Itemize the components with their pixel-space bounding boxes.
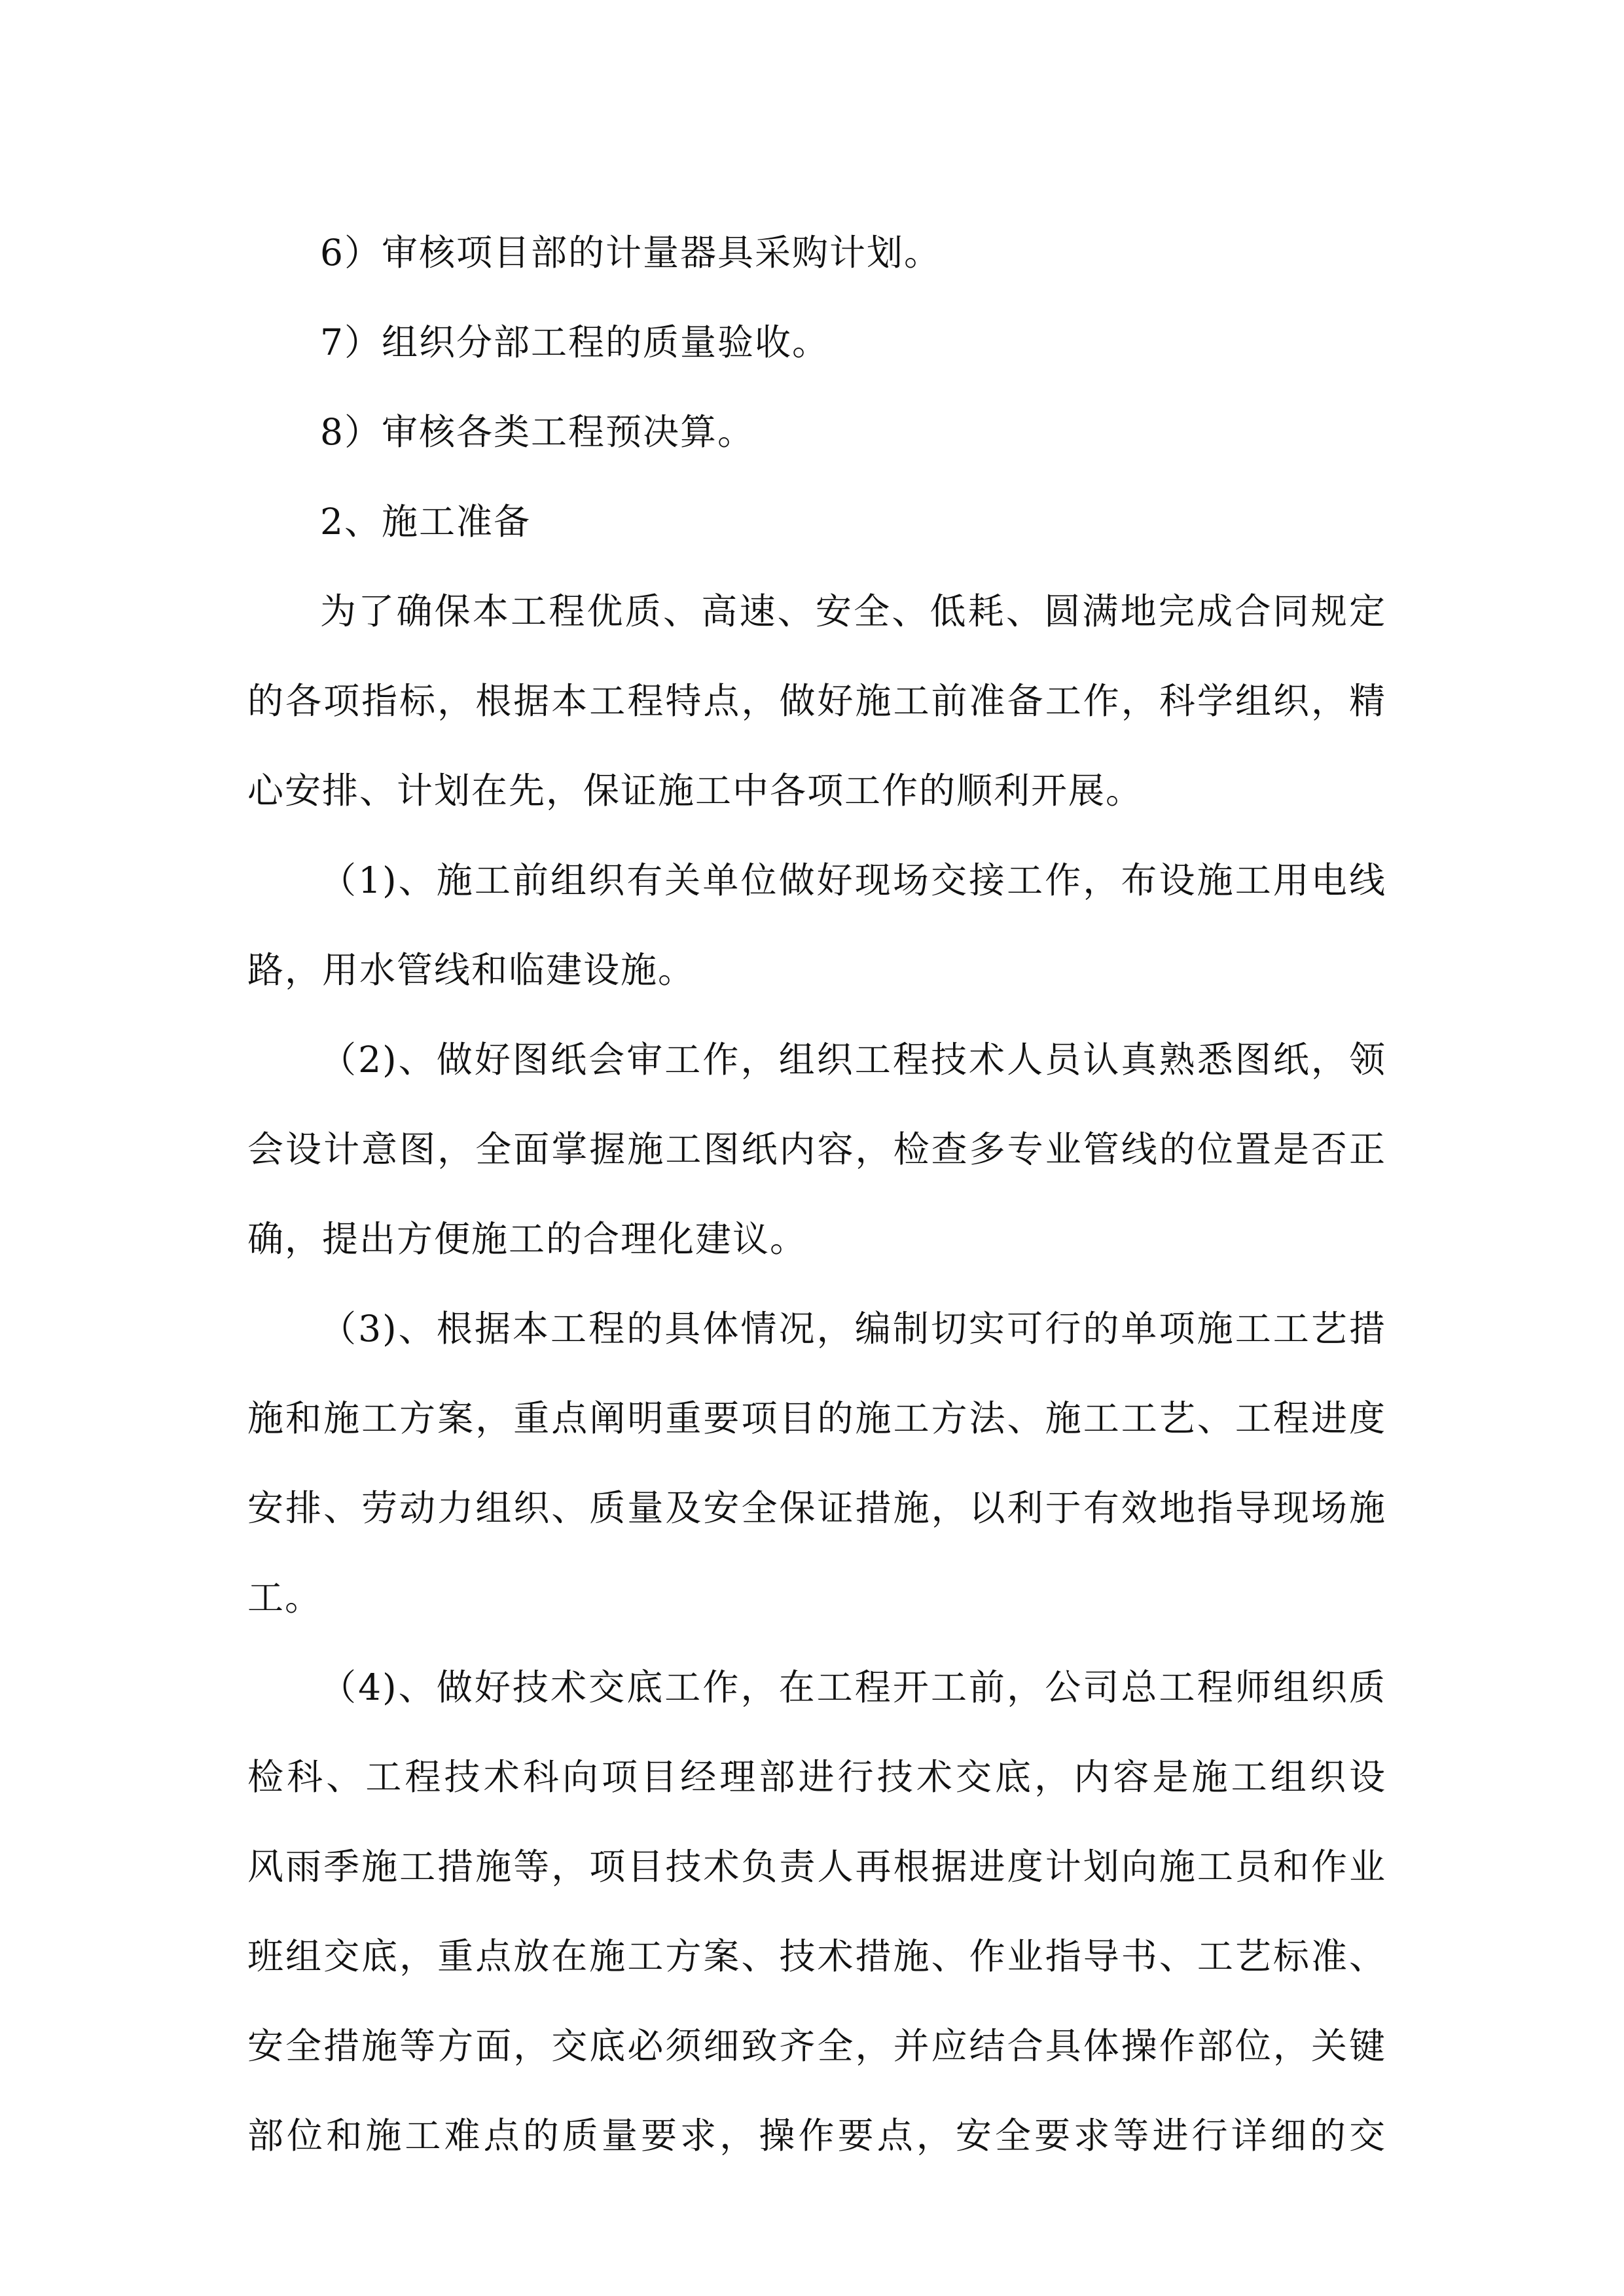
text-line: 检科、工程技术科向项目经理部进行技术交底，内容是施工组织设 bbox=[247, 1756, 1386, 1798]
text-line: （2)、做好图纸会审工作，组织工程技术人员认真熟悉图纸，领 bbox=[320, 1039, 1386, 1081]
text-line: 8）审核各类工程预决算。 bbox=[320, 411, 755, 453]
text-line: 安全措施等方面，交底必须细致齐全，并应结合具体操作部位，关键 bbox=[247, 2025, 1386, 2067]
text-line: 施和施工方案，重点阐明重要项目的施工方法、施工工艺、工程进度 bbox=[247, 1397, 1386, 1439]
text-line: 确，提出方便施工的合理化建议。 bbox=[247, 1218, 808, 1260]
text-line: 部位和施工难点的质量要求，操作要点，安全要求等进行详细的交 bbox=[247, 2115, 1386, 2157]
text-line: （3)、根据本工程的具体情况，编制切实可行的单项施工工艺措 bbox=[320, 1308, 1386, 1350]
text-line: 为了确保本工程优质、高速、安全、低耗、圆满地完成合同规定 bbox=[320, 590, 1386, 632]
text-line: 6）审核项目部的计量器具采购计划。 bbox=[320, 232, 941, 274]
text-line: 会设计意图，全面掌握施工图纸内容，检查多专业管线的位置是否正 bbox=[247, 1128, 1386, 1170]
text-line: 心安排、计划在先，保证施工中各项工作的顺利开展。 bbox=[247, 770, 1144, 812]
text-line: 工。 bbox=[247, 1577, 323, 1619]
text-line: 7）组织分部工程的质量验收。 bbox=[320, 321, 829, 363]
text-line: 路，用水管线和临建设施。 bbox=[247, 949, 696, 991]
text-line: 风雨季施工措施等，项目技术负责人再根据进度计划向施工员和作业 bbox=[247, 1846, 1386, 1888]
text-line: 班组交底，重点放在施工方案、技术措施、作业指导书、工艺标准、 bbox=[247, 1935, 1386, 1977]
document-page bbox=[247, 208, 1386, 2181]
text-line: （4)、做好技术交底工作，在工程开工前，公司总工程师组织质 bbox=[320, 1666, 1386, 1708]
section-heading: 2、施工准备 bbox=[320, 501, 531, 543]
text-line: （1)、施工前组织有关单位做好现场交接工作，布设施工用电线 bbox=[320, 859, 1386, 901]
text-line: 安排、劳动力组织、质量及安全保证措施，以利于有效地指导现场施 bbox=[247, 1487, 1386, 1529]
text-line: 的各项指标，根据本工程特点，做好施工前准备工作，科学组织，精 bbox=[247, 680, 1386, 722]
